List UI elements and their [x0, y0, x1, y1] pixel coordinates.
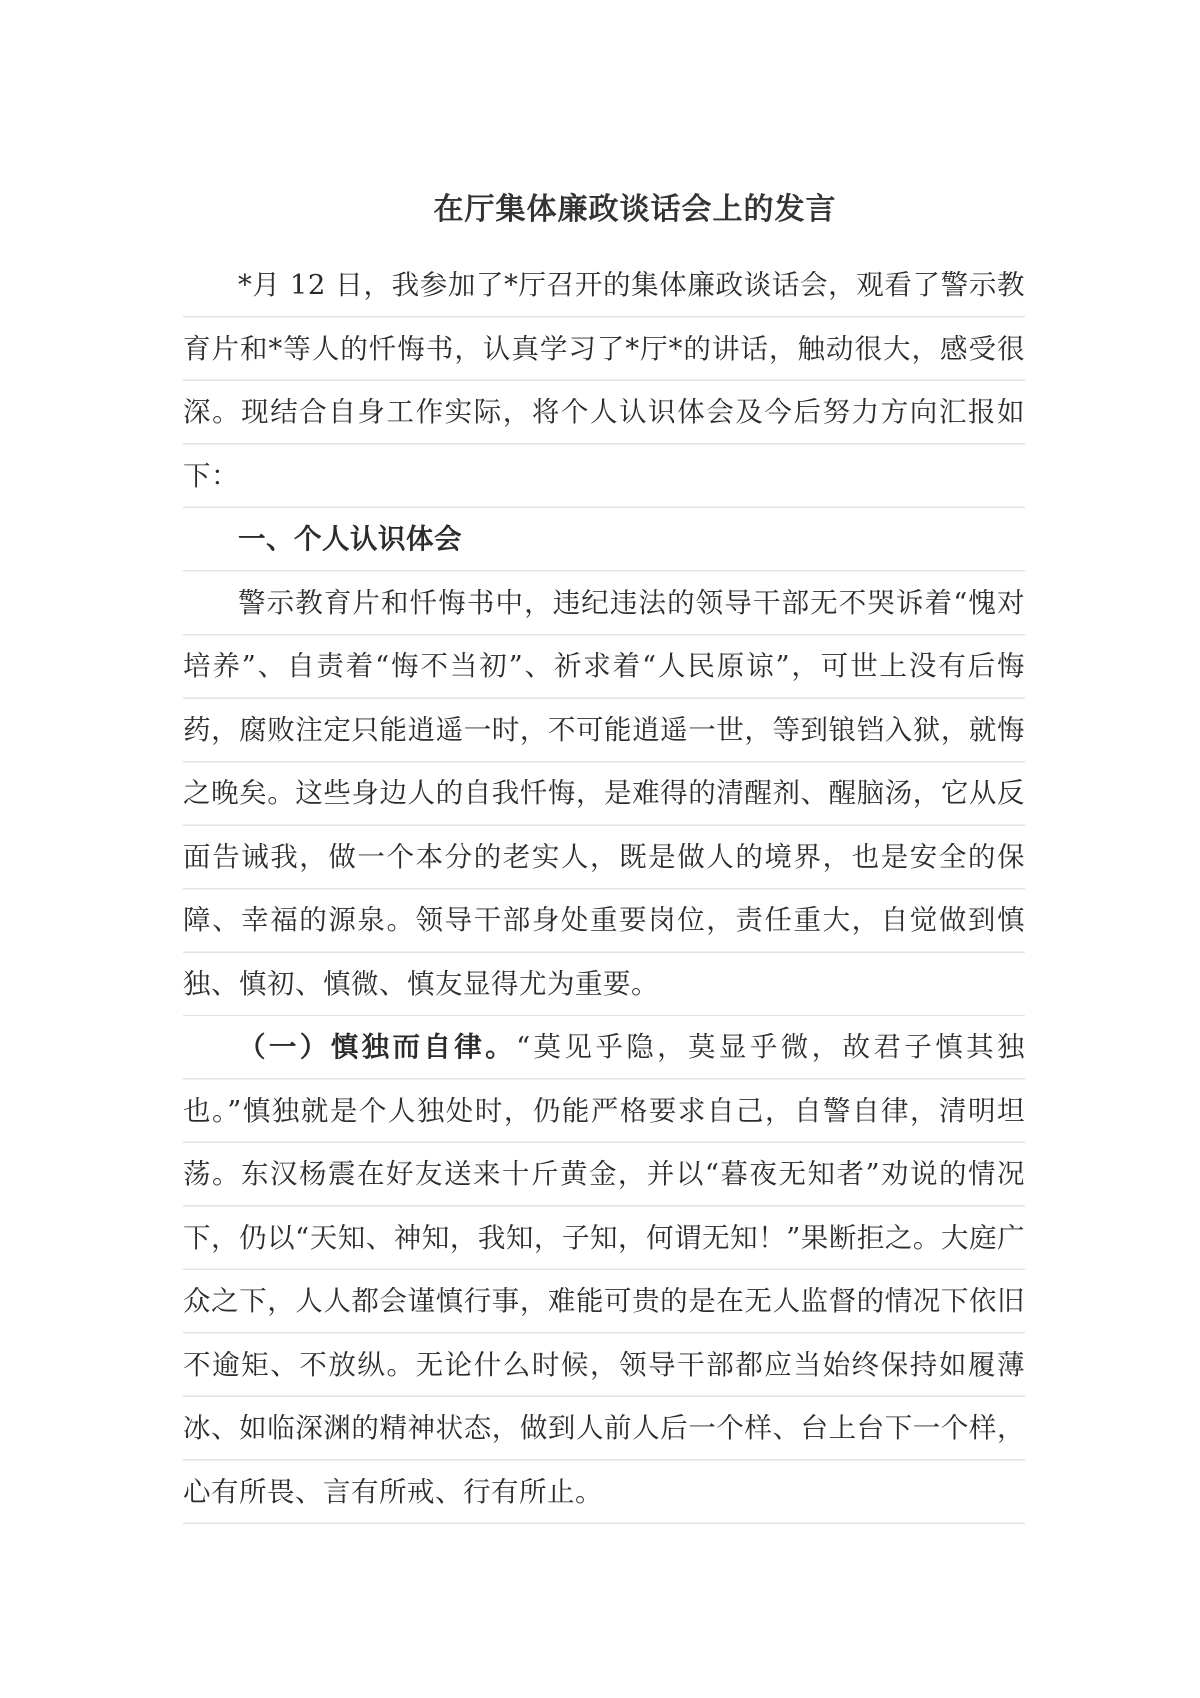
document-title: 在厅集体廉政谈话会上的发言 — [433, 192, 837, 227]
intro-paragraph: *月 12 日，我参加了*厅召开的集体廉政谈话会，观看了警示教育片和*等人的忏悔书，认真学习了*厅*的讲话，触动很大，感受很深。现结合自身工作实际，将个人认识体会及今后努力方向汇报如下： — [183, 254, 1025, 508]
subsection-paragraph — [183, 1016, 1025, 1524]
section-paragraph: 警示教育片和忏悔书中，违纪违法的领导干部无不哭诉着“愧对培养”、自责着“悔不当初”、祈求着“人民原谅”，可世上没有后悔药，腐败注定只能逍遥一时，不可能逍遥一世，等到锒铛入狱，就悔之晚矣。这些身边人的自我忏悔，是难得的清醒剂、醒脑汤，它从反面告诫我，做一个本分的老实人，既是做人的境界，也是安全的保障、幸福的源泉。领导干部身处重要岗位，责任重大，自觉做到慎独、慎初、慎微、慎友显得尤为重要。 — [183, 572, 1025, 1017]
section-heading: 一、个人认识体会 — [183, 508, 1025, 572]
document-body — [183, 254, 1025, 1524]
subsection-lead: （一）慎独而自律。 — [238, 1031, 517, 1063]
subsection-text: “莫见乎隐，莫显乎微，故君子慎其独也。”慎独就是个人独处时，仍能严格要求自己，自警自律，清明坦荡。东汉杨震在好友送来十斤黄金，并以“暮夜无知者”劝说的情况下，仍以“天知、神知，我知，子知，何谓无知！”果断拒之。大庭广众之下，人人都会谨慎行事，难能可贵的是在无人监督的情况下依旧不逾矩、不放纵。无论什么时候，领导干部都应当始终保持如履薄冰、如临深渊的精神状态，做到人前人后一个样、台上台下一个样，心有所畏、言有所戒、行有所止。 — [183, 1031, 1025, 1508]
